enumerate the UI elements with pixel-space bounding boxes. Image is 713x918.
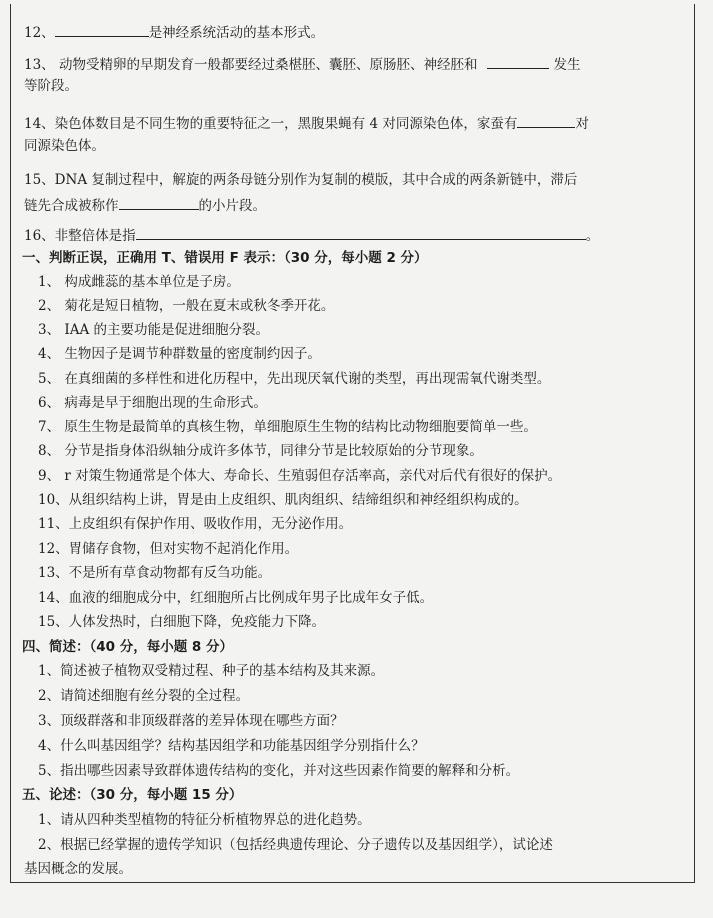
essay-item: 2、根据已经掌握的遗传学知识（包括经典遗传理论、分子遗传以及基因组学），试论述: [38, 837, 553, 853]
judge-item: 2、 菊花是短日植物，一般在夏末或秋冬季开花。: [38, 298, 335, 314]
essay-item: 1、请从四种类型植物的特征分析植物界总的进化趋势。: [38, 812, 371, 828]
judge-item: 4、 生物因子是调节种群数量的密度制约因子。: [38, 346, 321, 362]
short-item: 1、简述被子植物双受精过程、种子的基本结构及其来源。: [38, 663, 385, 679]
judge-item: 13、不是所有草食动物都有反刍功能。: [38, 565, 272, 581]
question-13-cont: 等阶段。: [24, 78, 78, 94]
question-13: 13、 动物受精卵的早期发育一般都要经过桑椹胚、囊胚、原肠胚、神经胚和 发生: [24, 54, 580, 74]
judge-item: 5、 在真细菌的多样性和进化历程中，先出现厌氧代谢的类型，再出现需氧代谢类型。: [38, 371, 551, 387]
judge-item: 10、从组织结构上讲，胃是由上皮组织、肌肉组织、结缔组织和神经组织构成的。: [38, 492, 528, 508]
judge-item: 14、血液的细胞成分中，红细胞所占比例成年男子比成年女子低。: [38, 590, 434, 606]
question-14: 14、染色体数目是不同生物的重要特征之一，黑腹果蝇有 4 对同源染色体，家蚕有 对: [24, 113, 589, 133]
question-14-cont: 同源染色体。: [24, 138, 105, 154]
section-heading-essay: 五、论述：（30 分，每小题 15 分）: [22, 787, 243, 803]
answer-blank[interactable]: [517, 113, 575, 128]
judge-item: 1、 构成雌蕊的基本单位是子房。: [38, 274, 240, 290]
answer-blank[interactable]: [55, 22, 149, 37]
judge-item: 12、胃储存食物，但对实物不起消化作用。: [38, 541, 299, 557]
short-item: 2、请简述细胞有丝分裂的全过程。: [38, 688, 250, 704]
answer-blank[interactable]: [487, 54, 549, 69]
question-12: 12、 是神经系统活动的基本形式。: [24, 22, 324, 42]
judge-item: 8、 分节是指身体沿纵轴分成许多体节，同律分节是比较原始的分节现象。: [38, 443, 483, 459]
section-heading-short: 四、简述：（40 分，每小题 8 分）: [22, 639, 234, 655]
essay-item-cont: 基因概念的发展。: [24, 861, 132, 877]
short-item: 4、什么叫基因组学？结构基因组学和功能基因组学分别指什么？: [38, 738, 425, 754]
short-item: 5、指出哪些因素导致群体遗传结构的变化，并对这些因素作简要的解释和分析。: [38, 763, 520, 779]
judge-item: 3、 IAA 的主要功能是促进细胞分裂。: [38, 322, 270, 338]
short-item: 3、顶级群落和非顶级群落的差异体现在哪些方面？: [38, 713, 344, 729]
judge-item: 11、上皮组织有保护作用、吸收作用，无分泌作用。: [38, 516, 353, 532]
judge-item: 15、人体发热时，白细胞下降，免疫能力下降。: [38, 614, 326, 630]
judge-item: 7、 原生生物是最简单的真核生物，单细胞原生生物的结构比动物细胞要简单一些。: [38, 419, 537, 435]
question-16: 16、非整倍体是指 。: [24, 225, 599, 245]
question-15-cont: 链先合成被称作 的小片段。: [24, 195, 266, 215]
question-15: 15、DNA 复制过程中，解旋的两条母链分别作为复制的模版，其中合成的两条新链中，滞后: [24, 172, 578, 188]
judge-item: 9、 r 对策生物通常是个体大、寿命长、生殖弱但存活率高，亲代对后代有很好的保护。: [38, 468, 562, 484]
section-heading-judge: 一、判断正误，正确用 T、错误用 F 表示：（30 分，每小题 2 分）: [22, 250, 428, 266]
answer-blank[interactable]: [119, 195, 199, 210]
answer-blank[interactable]: [136, 225, 586, 240]
judge-item: 6、 病毒是早于细胞出现的生命形式。: [38, 395, 267, 411]
